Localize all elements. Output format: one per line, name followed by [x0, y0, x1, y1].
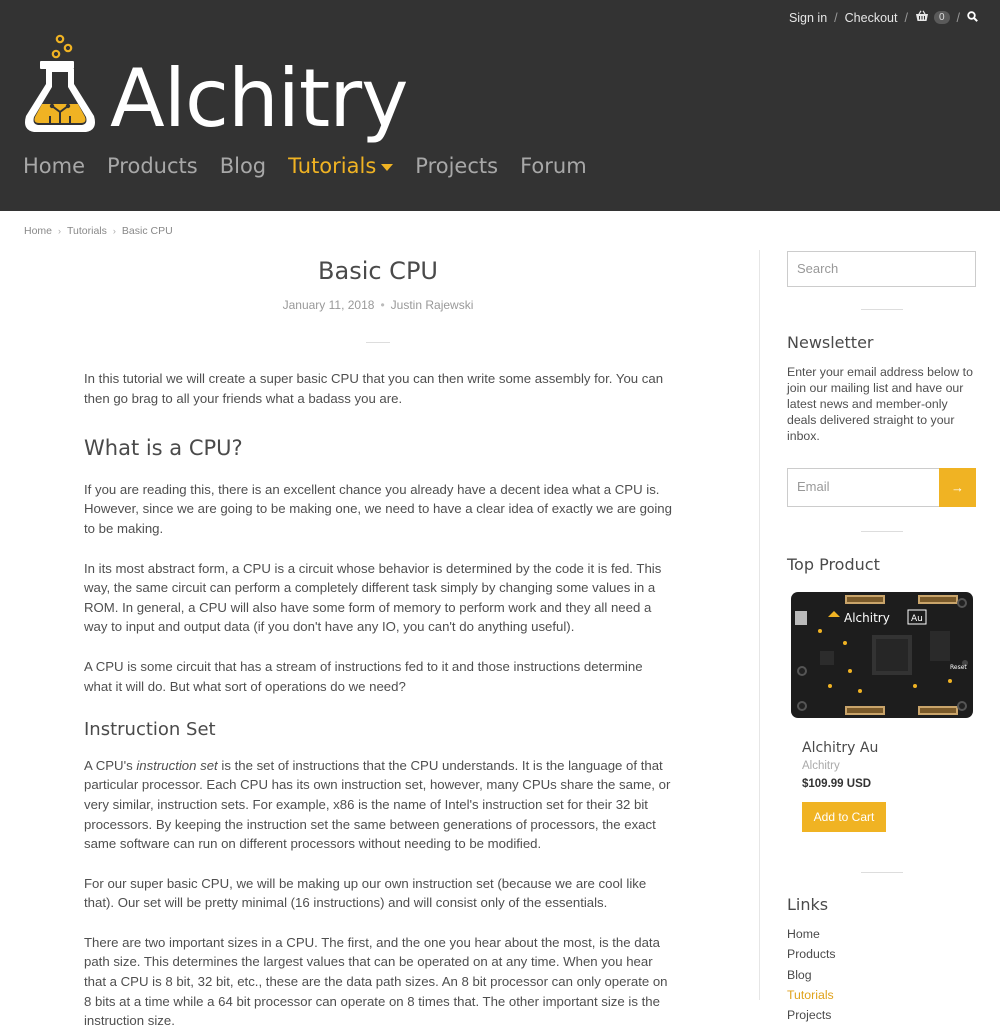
sidebar-divider: [759, 250, 760, 1000]
breadcrumb: [24, 225, 173, 237]
sidebar-link-projects[interactable]: Projects: [787, 1008, 832, 1023]
article-meta: [84, 298, 672, 312]
subscribe-button[interactable]: →: [939, 468, 976, 507]
title-divider: [366, 342, 390, 343]
site-logo[interactable]: [22, 34, 408, 145]
board-label: Alchitry: [843, 611, 890, 625]
sidebar-rule: [861, 309, 903, 310]
checkout-link[interactable]: Checkout: [844, 10, 898, 25]
nav-item-projects[interactable]: [415, 154, 498, 178]
product-price: $109.99 USD: [802, 778, 872, 790]
product-vendor: Alchitry: [802, 760, 840, 772]
nav-label: Forum: [520, 154, 587, 178]
email-field[interactable]: Email: [787, 468, 939, 507]
sign-in-link[interactable]: Sign in: [788, 10, 828, 25]
search-icon[interactable]: [967, 11, 978, 25]
sidebar-link-tutorials[interactable]: Tutorials: [787, 987, 834, 1002]
sidebar-link-products[interactable]: Products: [787, 947, 836, 962]
cart-button[interactable]: [915, 10, 950, 25]
breadcrumb-home[interactable]: Home: [24, 225, 53, 237]
heading-what-is-cpu: What is a CPU?: [84, 436, 243, 461]
nav-item-products[interactable]: [107, 154, 198, 178]
breadcrumb-current: Basic CPU: [121, 225, 173, 237]
paragraph: For our super basic CPU, we will be making up our own instruction set (because we are cool like that). Our set will be pretty minimal (16 instructions) and will consist only of the essentials.: [84, 875, 647, 911]
top-product-title: Top Product: [787, 555, 880, 574]
links-title: Links: [787, 895, 829, 914]
nav-item-home[interactable]: [23, 154, 85, 178]
board-badge: Au: [910, 614, 923, 624]
sidebar: [787, 251, 976, 1025]
shopping-basket-icon: [915, 10, 929, 25]
main-nav: [23, 154, 609, 178]
flask-icon: [22, 34, 100, 139]
search-input[interactable]: Search: [787, 251, 976, 287]
article-author: Justin Rajewski: [390, 298, 474, 312]
product-name[interactable]: Alchitry Au: [802, 740, 879, 756]
meta-dot: •: [380, 298, 385, 312]
nav-label: Tutorials: [288, 154, 377, 178]
nav-label: Projects: [415, 154, 499, 178]
separator: /: [834, 10, 838, 25]
nav-label: Home: [23, 154, 86, 178]
cart-count-badge: 0: [934, 11, 950, 24]
separator: /: [904, 10, 908, 25]
utility-bar: [789, 10, 978, 25]
breadcrumb-tutorials[interactable]: Tutorials: [67, 225, 107, 237]
newsletter-form: [787, 468, 976, 507]
site-header: [0, 0, 1000, 211]
paragraph: A CPU is some circuit that has a stream of instructions fed to it and those instructions determine what it will do. But what sort of operations do we need?: [84, 658, 643, 694]
add-to-cart-button[interactable]: Add to Cart: [802, 802, 886, 832]
sidebar-link-blog[interactable]: Blog: [787, 967, 812, 982]
paragraph: There are two important sizes in a CPU. The first, and the one you hear about the most, is the data path size. This determines the largest values that can be operated on at any time. When you hear that a CPU is 8 bit, 32 bit, etc., these are the data path sizes. An 8 bit processor can only operate on 8 bits at a time while a 64 bit processor can operate on 8 times that. The other important size is the instruction size.: [84, 934, 668, 1029]
sidebar-rule: [861, 531, 903, 532]
chevron-right-icon: ›: [58, 226, 62, 236]
paragraph: In its most abstract form, a CPU is a circuit whose behavior is determined by the code it is fed. This way, the same circuit can perform a completely different task simply by changing some values in a ROM. In general, a CPU will also have some form of memory to perform work and they all need a way to input and output data (if you don't have any IO, you can't do anything useful).: [84, 560, 662, 635]
nav-item-blog[interactable]: [220, 154, 266, 178]
paragraph: If you are reading this, there is an excellent chance you already have a decent idea what a CPU is. However, since we are going to be making one, we need to have a clear idea of exactly we are going to be making.: [84, 481, 672, 536]
text-run: A CPU's: [84, 757, 137, 773]
nav-label: Blog: [219, 154, 267, 178]
separator: /: [956, 10, 960, 25]
paragraph: [84, 756, 672, 854]
page-title: Basic CPU: [318, 257, 438, 285]
links-list: [787, 924, 976, 1025]
nav-label: Products: [107, 154, 198, 178]
sidebar-link-home[interactable]: Home: [787, 927, 820, 941]
heading-instruction-set: Instruction Set: [84, 719, 216, 741]
logo-text: Alchitry: [110, 52, 408, 145]
intro-paragraph: In this tutorial we will create a super basic CPU that you can then write some assembly for. You can then go brag to all your friends what a badass you are.: [84, 371, 664, 406]
newsletter-title: Newsletter: [787, 333, 874, 352]
chevron-right-icon: ›: [112, 226, 116, 236]
product-image[interactable]: [787, 588, 976, 722]
text-run: is the set of instructions that the CPU understands. It is the language of that particular processor. Each CPU has its own instruction set, however, many CPUs share the same, or very similar, instruction sets. For example, x86 is the name of Intel's instruction set for their 32 bit processors. By keeping the instruction set the same between generations of processors, the exact same software can run on different processors without needing to be modified.: [84, 757, 671, 852]
article-date: January 11, 2018: [282, 298, 375, 312]
emphasis-text: instruction set: [136, 757, 218, 773]
article: [84, 250, 672, 1031]
board-reset-label: Reset: [949, 664, 967, 671]
sidebar-rule: [861, 872, 903, 873]
newsletter-description: Enter your email address below to join our mailing list and have our latest news and member-only deals delivered straight to your inbox.: [787, 365, 973, 443]
caret-down-icon: [381, 164, 393, 171]
nav-item-forum[interactable]: [520, 154, 587, 178]
nav-item-tutorials[interactable]: [288, 154, 393, 178]
